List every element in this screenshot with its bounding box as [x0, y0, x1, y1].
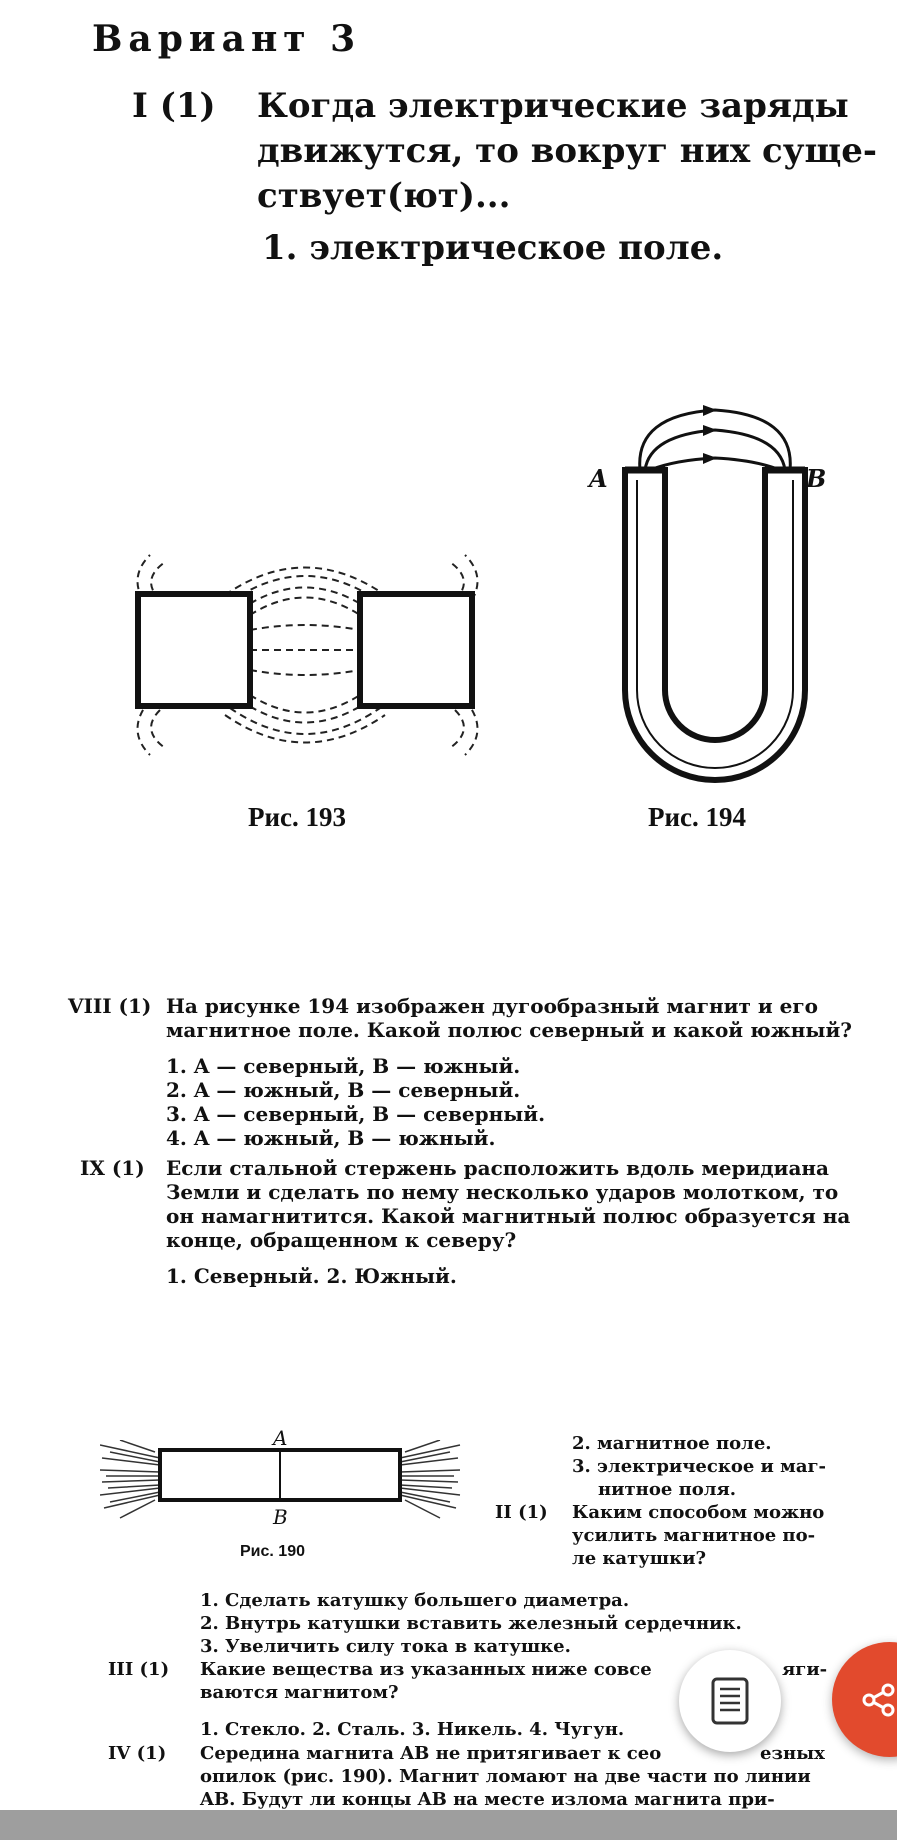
question-1-line-1: Когда электрические заряды: [257, 86, 849, 126]
figure-194-label-b: B: [806, 464, 827, 493]
q1-option-2: 2. магнитное поле.: [572, 1433, 772, 1454]
question-4-line-1-tail: езных: [760, 1743, 825, 1764]
bottom-bar: [0, 1810, 897, 1840]
question-2-line-2: усилить магнитное по-: [572, 1525, 816, 1546]
question-3-label: III (1): [108, 1659, 170, 1680]
question-2-line-1: Каким способом можно: [572, 1502, 825, 1523]
question-8-line-2: магнитное поле. Какой полюс северный и какой южный?: [166, 1018, 853, 1042]
question-8-option-2: 2. A — южный, B — северный.: [166, 1078, 521, 1102]
figure-194-label-a: A: [589, 464, 608, 493]
figure-193-magnets: [120, 540, 490, 770]
question-1-line-3: ствует(ют)...: [257, 176, 511, 216]
question-2-option-3: 3. Увеличить силу тока в катушке.: [200, 1636, 571, 1657]
question-1-line-2: движутся, то вокруг них суще-: [257, 131, 878, 171]
share-fab-button[interactable]: [832, 1642, 897, 1757]
question-9-line-4: конце, обращенном к северу?: [166, 1228, 517, 1252]
question-8-option-3: 3. A — северный, B — северный.: [166, 1102, 546, 1126]
figure-190-bar-magnet: [100, 1440, 480, 1520]
question-8-option-4: 4. A — южный, B — южный.: [166, 1126, 496, 1150]
figure-190-label-a: A: [273, 1426, 288, 1450]
figure-193-caption: Рис. 193: [248, 802, 347, 832]
figure-194-caption: Рис. 194: [648, 802, 747, 832]
question-9-label: IX (1): [80, 1156, 145, 1180]
question-9-line-3: он намагнитится. Какой магнитный полюс образуется на: [166, 1204, 851, 1228]
question-8-line-1: На рисунке 194 изображен дугообразный магнит и его: [166, 994, 818, 1018]
question-4-line-3: AB. Будут ли концы AB на месте излома магнита при-: [200, 1789, 775, 1810]
share-icon: [862, 1683, 896, 1717]
question-3-options: 1. Стекло. 2. Сталь. 3. Никель. 4. Чугун.: [200, 1719, 625, 1740]
question-9-line-2: Земли и сделать по нему несколько ударов молотком, то: [166, 1180, 839, 1204]
figure-190-caption: Рис. 190: [240, 1543, 305, 1560]
question-1-label: I (1): [132, 86, 216, 126]
question-4-line-2: опилок (рис. 190). Магнит ломают на две части по линии: [200, 1766, 811, 1787]
q1-option-3-line-2: нитное поля.: [598, 1479, 737, 1500]
question-4-line-1: Середина магнита AB не притягивает к сео: [200, 1743, 662, 1764]
document-fab-button[interactable]: [679, 1650, 781, 1752]
question-3-line-2: ваются магнитом?: [200, 1682, 399, 1703]
question-9-line-1: Если стальной стержень расположить вдоль меридиана: [166, 1156, 830, 1180]
document-icon: [711, 1677, 749, 1725]
question-9-options: 1. Северный. 2. Южный.: [166, 1264, 457, 1288]
question-3-line-1: Какие вещества из указанных ниже совсе: [200, 1659, 652, 1680]
question-1-option-1: 1. электрическое поле.: [262, 228, 724, 268]
q1-option-3-line-1: 3. электрическое и маг-: [572, 1456, 826, 1477]
question-2-option-2: 2. Внутрь катушки вставить железный сердечник.: [200, 1613, 742, 1634]
question-2-line-3: ле катушки?: [572, 1548, 706, 1569]
question-8-option-1: 1. A — северный, B — южный.: [166, 1054, 521, 1078]
question-2-label: II (1): [495, 1502, 548, 1523]
figure-190-label-b: B: [273, 1505, 288, 1529]
question-4-label: IV (1): [108, 1743, 167, 1764]
variant-title: Вариант 3: [92, 18, 362, 60]
figure-194-horseshoe-magnet: [585, 400, 840, 785]
question-2-option-1: 1. Сделать катушку большего диаметра.: [200, 1590, 630, 1611]
question-8-label: VIII (1): [68, 994, 152, 1018]
question-3-line-1-tail: яги-: [782, 1659, 828, 1680]
